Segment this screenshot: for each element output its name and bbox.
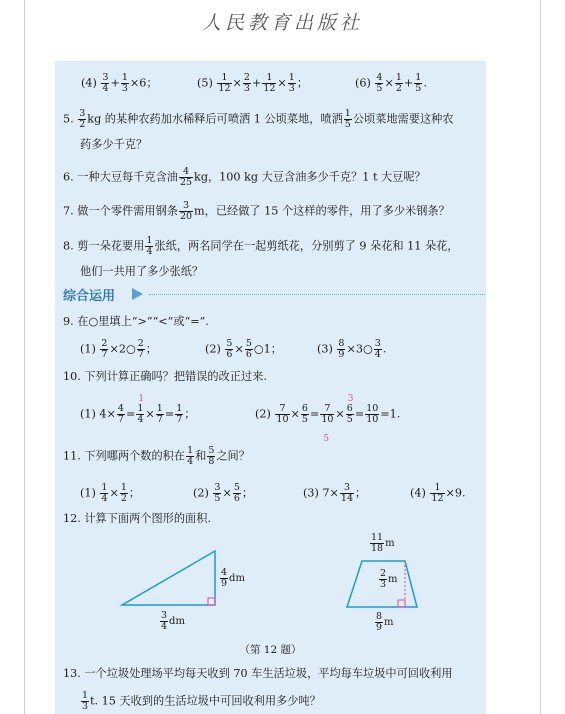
textbook-page bbox=[55, 61, 486, 714]
numerator: 1 bbox=[262, 73, 276, 84]
expr-end: ； bbox=[128, 486, 141, 500]
numerator: 3 bbox=[179, 201, 193, 212]
denominator: 9 bbox=[221, 578, 228, 589]
question-number: 8. bbox=[63, 239, 74, 253]
expr-end: . bbox=[382, 342, 387, 356]
equals-sign: = bbox=[164, 407, 175, 421]
expr-end: ×9. bbox=[445, 486, 466, 500]
numerator: 3 bbox=[161, 610, 168, 621]
numerator: 1 bbox=[146, 235, 153, 246]
numerator: 8 bbox=[376, 611, 383, 622]
fraction bbox=[370, 533, 384, 554]
trapezoid-height-label bbox=[378, 569, 398, 590]
denominator: 9 bbox=[338, 349, 345, 360]
fraction bbox=[207, 446, 215, 467]
q4-item4-tail: ×6； bbox=[129, 76, 158, 90]
equals-sign: = bbox=[354, 407, 365, 421]
numerator: 1 bbox=[156, 403, 163, 414]
denominator: 4 bbox=[161, 621, 168, 632]
numerator: 5 bbox=[233, 482, 240, 493]
numerator: 4 bbox=[117, 403, 124, 414]
denominator: 14 bbox=[340, 493, 354, 504]
q11-text2: 之间？ bbox=[216, 449, 250, 463]
q10-text: 下列计算正确吗？把错误的改正过来. bbox=[84, 370, 267, 383]
fraction bbox=[160, 611, 168, 632]
q4-item6: (6) $\frac{4}{5}$ × $\frac{1}{2}$ + $\frac{1}{5}$ . bbox=[355, 72, 427, 94]
denominator: 5 bbox=[346, 414, 353, 425]
numerator: 11 bbox=[371, 532, 384, 543]
numerator: 1 bbox=[187, 445, 194, 456]
fraction bbox=[275, 404, 289, 425]
q8-text1: 剪一朵花要用 bbox=[77, 239, 145, 253]
expr-lead: 4× bbox=[99, 407, 116, 421]
q9-text: 在○里填上“>”“<”或“=”. bbox=[77, 315, 209, 328]
numerator: 3 bbox=[102, 72, 109, 83]
q8-line1 bbox=[63, 236, 459, 257]
q11-item1 bbox=[80, 483, 140, 504]
correction-mark: 1 bbox=[138, 394, 145, 404]
section-title: 综合运用 bbox=[63, 289, 116, 304]
times-sign: × bbox=[335, 407, 345, 421]
correction-mark: 3 bbox=[347, 394, 354, 404]
q9-item1 bbox=[80, 339, 157, 360]
question-number: 9. bbox=[63, 315, 74, 328]
denominator: 3 bbox=[288, 83, 295, 94]
denominator: 5 bbox=[415, 83, 422, 94]
fraction bbox=[156, 404, 164, 425]
fraction bbox=[243, 73, 251, 94]
fraction bbox=[101, 73, 109, 94]
expr-end: ； bbox=[241, 486, 254, 500]
fraction bbox=[217, 73, 231, 94]
denominator: 12 bbox=[263, 83, 276, 94]
fraction bbox=[301, 404, 309, 425]
question-number: 7. bbox=[63, 204, 74, 218]
denominator: 3 bbox=[243, 83, 250, 94]
correction-mark: 5 bbox=[323, 434, 330, 444]
q7-text2: m，已经做了 15 个这样的零件，用了多少米钢条？ bbox=[194, 204, 450, 218]
denominator: 10 bbox=[366, 414, 379, 425]
trapezoid-bottom-label bbox=[374, 612, 394, 633]
fraction bbox=[186, 446, 194, 467]
times-sign: × bbox=[145, 407, 155, 421]
denominator: 5 bbox=[376, 83, 383, 94]
fraction bbox=[340, 483, 354, 504]
fraction bbox=[120, 483, 128, 504]
expr-lead: 7× bbox=[322, 486, 339, 500]
q12-figures bbox=[55, 531, 486, 641]
denominator: 4 bbox=[101, 493, 108, 504]
numerator: 4 bbox=[221, 567, 228, 578]
denominator: 5 bbox=[301, 414, 308, 425]
numerator: 1 bbox=[137, 403, 144, 414]
numerator: 2 bbox=[243, 72, 250, 83]
denominator: 8 bbox=[208, 456, 215, 467]
denominator: 4 bbox=[187, 456, 194, 467]
section-header bbox=[63, 285, 483, 303]
fraction bbox=[179, 167, 193, 188]
denominator: 7 bbox=[156, 414, 163, 425]
denominator: 4 bbox=[374, 349, 381, 360]
fraction bbox=[288, 73, 296, 94]
denominator: 7 bbox=[176, 414, 183, 425]
figure-caption: （第 12 题） bbox=[239, 644, 302, 656]
fraction bbox=[233, 483, 241, 504]
q11-text1: 下列哪两个数的积在 bbox=[84, 449, 186, 463]
denominator: 7 bbox=[101, 349, 108, 360]
numerator: 3 bbox=[340, 483, 354, 494]
question-number: 10. bbox=[63, 370, 81, 383]
expr-part: × bbox=[234, 342, 244, 356]
denominator: 4 bbox=[102, 83, 109, 94]
q10-item2 bbox=[255, 394, 401, 444]
denominator: 10 bbox=[321, 414, 334, 425]
q10-line bbox=[63, 369, 267, 385]
unit: m bbox=[385, 538, 395, 549]
fraction bbox=[100, 483, 108, 504]
fraction bbox=[262, 73, 276, 94]
denominator: 18 bbox=[371, 543, 384, 554]
q12-line bbox=[63, 511, 211, 527]
fraction bbox=[395, 73, 403, 94]
numerator: 3 bbox=[214, 482, 221, 493]
numerator: 2 bbox=[137, 338, 144, 349]
denominator: 2 bbox=[120, 493, 127, 504]
fraction bbox=[337, 339, 345, 360]
q4-item4-label: (4) bbox=[81, 76, 97, 90]
denominator: 2 bbox=[395, 83, 402, 94]
denominator: 7 bbox=[137, 349, 144, 360]
fraction bbox=[220, 568, 228, 589]
numerator: 6 bbox=[301, 403, 308, 414]
fraction bbox=[81, 691, 89, 712]
item-label: (2) bbox=[255, 407, 271, 421]
numerator: 7 bbox=[320, 404, 334, 415]
denominator: 3 bbox=[82, 701, 89, 712]
denominator: 4 bbox=[137, 414, 144, 425]
numerator: 5 bbox=[208, 445, 215, 456]
numerator: 3 bbox=[79, 108, 86, 119]
fraction bbox=[374, 339, 382, 360]
question-number: 13. bbox=[63, 667, 81, 680]
denominator: 9 bbox=[376, 622, 383, 633]
expr-end: ； bbox=[355, 486, 367, 500]
times-sign: × bbox=[290, 407, 300, 421]
equals-sign: = bbox=[309, 407, 320, 421]
q8-line2: 他们一共用了多少张纸？ bbox=[80, 265, 204, 278]
triangle-height-label bbox=[219, 568, 245, 589]
expr-end: ； bbox=[184, 407, 196, 421]
item-label: (3) bbox=[317, 342, 333, 356]
denominator: 20 bbox=[179, 211, 193, 222]
denominator: 3 bbox=[380, 579, 387, 590]
unit: dm bbox=[169, 616, 185, 627]
dotted-divider bbox=[149, 294, 485, 295]
q5-line1 bbox=[63, 109, 454, 130]
denominator: 10 bbox=[276, 414, 289, 425]
numerator: 1 bbox=[82, 690, 89, 701]
q11-item3 bbox=[303, 483, 366, 504]
fraction bbox=[117, 404, 125, 425]
numerator: 1 bbox=[395, 72, 402, 83]
item-label: (2) bbox=[193, 486, 209, 500]
item-label: (1) bbox=[80, 407, 96, 421]
page-frame-left bbox=[24, 0, 25, 714]
unit: m bbox=[384, 617, 394, 628]
fraction-corrected bbox=[136, 394, 145, 425]
numerator: 6 bbox=[346, 403, 353, 414]
denominator: 4 bbox=[146, 246, 153, 257]
q7-text1: 做一个零件需用钢条 bbox=[77, 204, 178, 218]
question-number: 11. bbox=[63, 449, 81, 463]
denominator: 6 bbox=[245, 349, 252, 360]
q11-and: 和 bbox=[195, 449, 207, 463]
times-sign: × bbox=[109, 486, 119, 500]
expr-end: ○1； bbox=[253, 342, 282, 356]
numerator: 1 bbox=[101, 482, 108, 493]
fraction bbox=[78, 109, 86, 130]
q4-item5-label: (5) bbox=[197, 76, 213, 90]
numerator: 5 bbox=[245, 338, 252, 349]
denominator: 12 bbox=[218, 83, 231, 94]
numerator: 1 bbox=[415, 72, 422, 83]
q13-text1: 一个垃圾处理场平均每天收到 70 车生活垃圾，平均每车垃圾中可回收利用 bbox=[84, 667, 453, 680]
q13-line1 bbox=[63, 666, 453, 682]
fraction-corrected bbox=[346, 394, 354, 425]
fraction bbox=[145, 236, 153, 257]
denominator: 25 bbox=[179, 177, 193, 188]
fraction bbox=[100, 339, 108, 360]
numerator: 5 bbox=[226, 338, 233, 349]
unit: m bbox=[388, 574, 398, 585]
question-number: 12. bbox=[63, 512, 81, 525]
q5-line2: 药多少千克？ bbox=[80, 138, 148, 151]
numerator: 10 bbox=[366, 403, 379, 414]
question-number: 6. bbox=[63, 170, 74, 184]
expr-end: ； bbox=[145, 342, 157, 356]
q4-item5-tail: ； bbox=[296, 76, 309, 90]
item-label: (1) bbox=[80, 342, 96, 356]
fraction bbox=[213, 483, 221, 504]
denominator: 2 bbox=[79, 119, 86, 130]
q10-item1 bbox=[80, 394, 196, 425]
numerator: 4 bbox=[179, 167, 193, 178]
numerator: 2 bbox=[380, 568, 387, 579]
numerator: 1 bbox=[121, 72, 128, 83]
numerator: 1 bbox=[217, 73, 231, 84]
right-angle-mark bbox=[208, 598, 215, 605]
trapezoid-top-label bbox=[369, 533, 395, 554]
expr-part: ×2○ bbox=[109, 342, 136, 356]
times-sign: × bbox=[222, 486, 232, 500]
fraction bbox=[365, 404, 379, 425]
denominator: 12 bbox=[431, 493, 444, 504]
q11-item2 bbox=[193, 483, 253, 504]
fraction bbox=[245, 339, 253, 360]
numerator: 7 bbox=[275, 404, 289, 415]
fraction bbox=[430, 483, 444, 504]
fraction bbox=[344, 109, 352, 130]
q12-text: 计算下面两个图形的面积. bbox=[84, 512, 211, 525]
q4-item4: (4) $\frac{3}{4}$ + $\frac{1}{3}$ ×6； bbox=[81, 72, 158, 94]
numerator: 3 bbox=[374, 338, 381, 349]
q5-text1: kg 的某种农药加水稀释后可喷洒 1 公顷菜地，喷洒 bbox=[87, 112, 343, 126]
q6-text1: 一种大豆每千克含油 bbox=[77, 170, 178, 184]
denominator: 6 bbox=[226, 349, 233, 360]
equals-sign: = bbox=[125, 407, 136, 421]
question-number: 5. bbox=[63, 112, 74, 126]
right-angle-mark bbox=[398, 600, 405, 607]
denominator: 5 bbox=[344, 119, 351, 130]
fraction bbox=[375, 612, 383, 633]
numerator: 1 bbox=[120, 482, 127, 493]
fraction-corrected bbox=[320, 403, 334, 444]
publisher-name: 人民教育出版社 bbox=[201, 11, 363, 34]
q11-line bbox=[63, 446, 250, 467]
expr-part: ×3○ bbox=[346, 342, 373, 356]
publisher-header bbox=[0, 4, 565, 38]
q4-item6-tail: . bbox=[423, 76, 427, 90]
fraction bbox=[121, 73, 129, 94]
q5-text2: 公顷菜地需要这种农 bbox=[352, 112, 454, 126]
fraction bbox=[225, 339, 233, 360]
q13-text2: t. 15 天收到的生活垃圾中可回收利用多少吨？ bbox=[90, 694, 321, 708]
denominator: 7 bbox=[117, 414, 124, 425]
expr-end: =1. bbox=[380, 407, 401, 421]
numerator: 4 bbox=[376, 72, 383, 83]
item-label: (2) bbox=[205, 342, 221, 356]
numerator: 2 bbox=[101, 338, 108, 349]
fraction bbox=[179, 201, 193, 222]
item-label: (3) bbox=[303, 486, 319, 500]
q11-item4 bbox=[410, 483, 466, 504]
page-frame-right bbox=[540, 0, 541, 714]
triangle-base-label bbox=[159, 611, 185, 632]
q4-item5: (5) $\frac{1}{12}$ × $\frac{2}{3}$ + $\frac{1}{12}$ × $\frac{1}{3}$ ； bbox=[197, 72, 309, 94]
fraction bbox=[175, 404, 183, 425]
q6-text2: kg，100 kg 大豆含油多少千克？1 t 大豆呢？ bbox=[194, 170, 426, 184]
item-label: (1) bbox=[80, 486, 96, 500]
fraction bbox=[137, 339, 145, 360]
numerator: 8 bbox=[338, 338, 345, 349]
denominator: 6 bbox=[233, 493, 240, 504]
numerator: 1 bbox=[176, 403, 183, 414]
q9-item3 bbox=[317, 339, 386, 360]
fraction bbox=[375, 73, 383, 94]
numerator: 1 bbox=[344, 108, 351, 119]
fraction bbox=[414, 73, 422, 94]
q6-line bbox=[63, 167, 426, 188]
q9-line bbox=[63, 314, 209, 330]
q13-line2 bbox=[80, 691, 321, 712]
denominator: 3 bbox=[121, 83, 128, 94]
q4-item6-label: (6) bbox=[355, 76, 371, 90]
denominator: 5 bbox=[214, 493, 221, 504]
q9-item2 bbox=[205, 339, 282, 360]
triangle-arrow-icon bbox=[132, 288, 143, 300]
numerator: 1 bbox=[288, 72, 295, 83]
q7-line bbox=[63, 201, 450, 222]
right-triangle bbox=[122, 551, 215, 605]
q8-text2: 张纸，两名同学在一起剪纸花，分别剪了 9 朵花和 11 朵花， bbox=[154, 239, 459, 253]
unit: dm bbox=[229, 573, 245, 584]
fraction bbox=[379, 569, 387, 590]
item-label: (4) bbox=[410, 486, 426, 500]
numerator: 1 bbox=[430, 483, 444, 494]
